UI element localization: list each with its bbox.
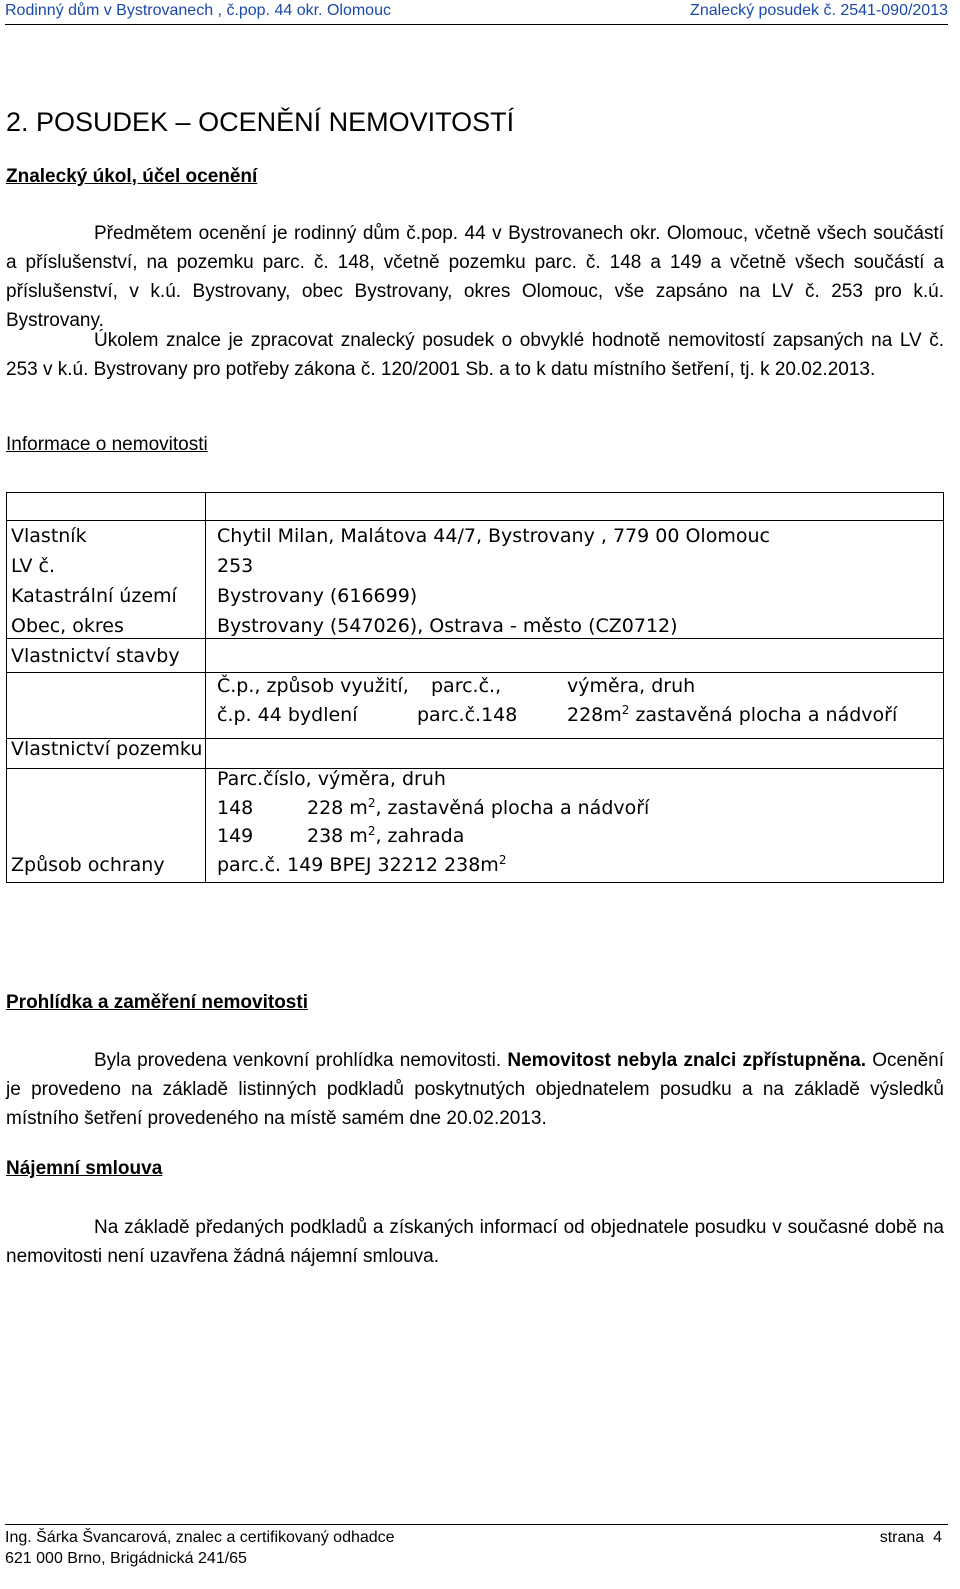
section-heading-lease: Nájemní smlouva xyxy=(6,1158,163,1179)
page-footer xyxy=(5,1524,948,1585)
lv-label: LV č. xyxy=(11,555,56,577)
municipality-label: Obec, okres xyxy=(11,615,124,637)
table-divider xyxy=(7,638,943,639)
land-row-parc: 149 xyxy=(217,825,254,847)
building-row-col2: parc.č.148 xyxy=(417,704,518,726)
task-paragraph-2: Úkolem znalce je zpracovat znalecký posudek o obvyklé hodnotě nemovitostí zapsaných na LV č. 253 v k.ú. Bystrovany pro potřeby zákona č. 120/2001 Sb. a to k datu místního šetření, tj. k 20.02.2013. xyxy=(6,330,944,380)
section-heading-task: Znalecký úkol, účel ocenění xyxy=(6,166,258,187)
table-divider xyxy=(7,768,943,769)
owner-value: Chytil Milan, Malátova 44/7, Bystrovany , 779 00 Olomouc xyxy=(217,525,770,547)
inspection-emphasis: Nemovitost nebyla znalci zpřístupněna. xyxy=(507,1050,866,1071)
header-right: Znalecký posudek č. 2541-090/2013 xyxy=(690,2,948,19)
property-info-table xyxy=(6,492,944,883)
table-divider xyxy=(7,672,943,673)
building-row-col1: č.p. 44 bydlení xyxy=(217,704,358,726)
table-divider xyxy=(7,520,943,521)
land-row-area: 228 $m^2$, zastavěná plocha a nádvoří xyxy=(307,796,650,819)
building-head-col1: Č.p., způsob využití, xyxy=(217,675,409,697)
land-label: Vlastnictví pozemku xyxy=(11,738,203,760)
page-title: 2. POSUDEK – OCENĚNÍ NEMOVITOSTÍ xyxy=(6,107,515,137)
protection-label: Způsob ochrany xyxy=(11,854,165,876)
building-head-col2: parc.č., xyxy=(431,675,502,697)
footer-author: Ing. Šárka Švancarová, znalec a certifikovaný odhadce xyxy=(5,1529,395,1546)
owner-label: Vlastník xyxy=(11,525,87,547)
protection-value: parc.č. 149 BPEJ 32212 $238m^2$ xyxy=(217,853,507,876)
lease-paragraph: Na základě předaných podkladů a získaných informací od objednatele posudku v současné době na nemovitosti není uzavřena žádná nájemní smlouva. xyxy=(6,1217,944,1267)
cadastre-label: Katastrální území xyxy=(11,585,177,607)
page-header xyxy=(5,0,948,25)
building-row-area: $228m^2$ zastavěná plocha a nádvoří xyxy=(567,703,898,726)
land-head: Parc.číslo, výměra, druh xyxy=(217,768,446,790)
table-divider xyxy=(205,493,206,882)
inspection-paragraph: Byla provedena venkovní prohlídka nemovitosti. Nemovitost nebyla znalci zpřístupněna. Ocenění je provedeno na základě listinných podkladů poskytnutých objednatelem posudku a na základě výsledků místního šetření provedeného na místě samém dne 20.02.2013. xyxy=(6,1050,945,1129)
cadastre-value: Bystrovany (616699) xyxy=(217,585,418,607)
building-label: Vlastnictví stavby xyxy=(11,645,180,667)
header-left: Rodinný dům v Bystrovanech , č.pop. 44 okr. Olomouc xyxy=(5,2,391,19)
page-number: strana 4 xyxy=(879,1529,942,1546)
land-row-area: 238 $m^2$, zahrada xyxy=(307,824,465,847)
building-head-col3: výměra, druh xyxy=(567,675,696,697)
section-heading-info: Informace o nemovitosti xyxy=(6,434,208,455)
lv-value: 253 xyxy=(217,555,254,577)
land-row-parc: 148 xyxy=(217,797,254,819)
municipality-value: Bystrovany (547026), Ostrava - město (CZ0712) xyxy=(217,615,678,637)
footer-address: 621 000 Brno, Brigádnická 241/65 xyxy=(5,1550,247,1567)
task-paragraph-1: Předmětem ocenění je rodinný dům č.pop. 44 v Bystrovanech okr. Olomouc, včetně všech součástí a příslušenství, na pozemku parc. č. 148, včetně pozemku parc. č. 148 a 149 a včetně všech součástí a příslušenství, v k.ú. Bystrovany, obec Bystrovany, okres Olomouc, vše zapsáno na LV č. 253 pro k.ú. Bystrovany. xyxy=(6,223,944,331)
section-heading-inspection: Prohlídka a zaměření nemovitosti xyxy=(6,992,308,1013)
